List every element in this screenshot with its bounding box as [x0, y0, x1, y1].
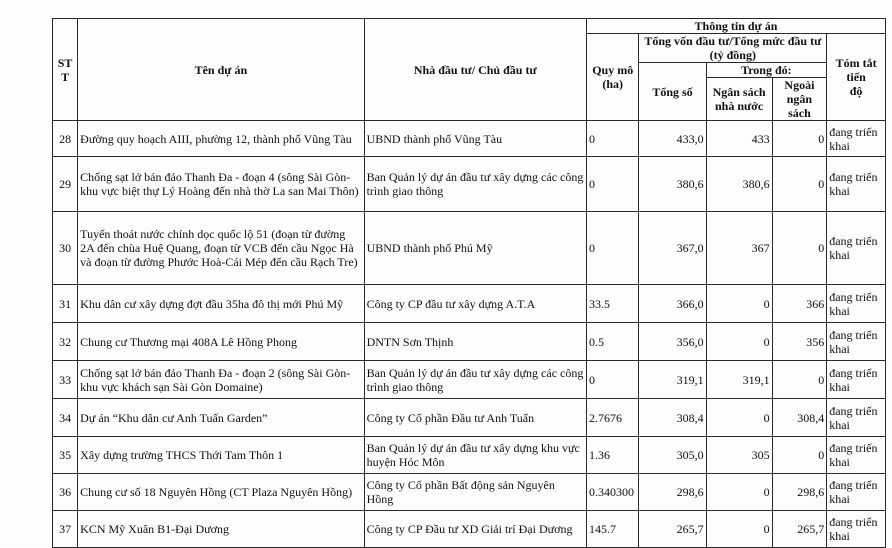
row-status: đang triển khai — [827, 511, 886, 548]
row-status: đang triển khai — [827, 361, 886, 399]
row-total: 319,1 — [639, 361, 706, 399]
row-investor: Công ty Cổ phần Đầu tư Anh Tuấn — [364, 399, 586, 437]
header-investor: Nhà đầu tư/ Chủ đầu tư — [364, 19, 586, 121]
row-total: 298,6 — [639, 474, 706, 511]
header-progress-summary: Tóm tắt tiến độ — [827, 34, 886, 121]
row-stt: 35 — [53, 437, 78, 474]
row-area: 2.7676 — [586, 399, 638, 437]
row-total: 308,4 — [639, 399, 706, 437]
row-project-name: KCN Mỹ Xuân B1-Đại Dương — [78, 511, 364, 548]
row-total: 367,0 — [639, 212, 706, 285]
row-project-name: Chung cư Thương mại 408A Lê Hồng Phong — [78, 323, 364, 361]
row-non-budget: 298,6 — [772, 474, 827, 511]
row-status: đang triển khai — [827, 285, 886, 323]
row-status: đang triển khai — [827, 399, 886, 437]
row-state-budget: 0 — [706, 285, 772, 323]
row-area: 33.5 — [586, 285, 638, 323]
row-area: 0 — [586, 121, 638, 157]
row-stt: 31 — [53, 285, 78, 323]
row-investor: Công ty CP đầu tư xây dựng A.T.A — [364, 285, 586, 323]
table-row — [53, 323, 886, 361]
row-investor: Ban Quản lý dự án đầu tư xây dựng các công trình giao thông — [364, 361, 586, 399]
table-row — [53, 121, 886, 157]
row-stt: 29 — [53, 157, 78, 212]
row-state-budget: 0 — [706, 474, 772, 511]
row-area: 0.340300 — [586, 474, 638, 511]
row-investor: DNTN Sơn Thịnh — [364, 323, 586, 361]
header-state-budget: Ngân sách nhà nước — [706, 78, 772, 121]
table-row — [53, 285, 886, 323]
table-header — [53, 19, 886, 121]
header-scale: Quy mô (ha) — [586, 34, 638, 121]
row-area: 0.5 — [586, 323, 638, 361]
table-row — [53, 399, 886, 437]
row-project-name: Tuyến thoát nước chính dọc quốc lộ 51 (đoạn từ đường 2A đến chùa Huệ Quang, đoạn từ VCB đến cầu Ngọc Hà và đoạn từ đường Phước Hoà-Cái Mép đến cầu Rạch Tre) — [78, 212, 364, 285]
row-investor: UBND thành phố Vũng Tàu — [364, 121, 586, 157]
row-status: đang triển khai — [827, 474, 886, 511]
row-project-name: Chung cư số 18 Nguyên Hồng (CT Plaza Nguyên Hồng) — [78, 474, 364, 511]
row-stt: 28 — [53, 121, 78, 157]
table-row — [53, 157, 886, 212]
row-area: 145.7 — [586, 511, 638, 548]
header-project-name: Tên dự án — [78, 19, 364, 121]
row-investor: Công ty CP Đầu tư XD Giải trí Đại Dương — [364, 511, 586, 548]
row-state-budget: 367 — [706, 212, 772, 285]
header-non-budget: Ngoài ngân sách — [772, 78, 827, 121]
row-non-budget: 0 — [772, 157, 827, 212]
row-status: đang triển khai — [827, 437, 886, 474]
header-project-info: Thông tin dự án — [586, 19, 885, 34]
row-area: 0 — [586, 361, 638, 399]
row-project-name: Dự án “Khu dân cư Anh Tuấn Garden” — [78, 399, 364, 437]
table-row — [53, 212, 886, 285]
row-non-budget: 0 — [772, 212, 827, 285]
row-state-budget: 0 — [706, 399, 772, 437]
row-total: 305,0 — [639, 437, 706, 474]
row-stt: 34 — [53, 399, 78, 437]
row-stt: 37 — [53, 511, 78, 548]
row-status: đang triển khai — [827, 121, 886, 157]
row-total: 366,0 — [639, 285, 706, 323]
row-non-budget: 265,7 — [772, 511, 827, 548]
table-row — [53, 474, 886, 511]
row-area: 1.36 — [586, 437, 638, 474]
row-investor: Ban Quản lý dự án đầu tư xây dựng khu vực huyện Hóc Môn — [364, 437, 586, 474]
table-row — [53, 511, 886, 548]
row-status: đang triển khai — [827, 212, 886, 285]
row-investor: UBND thành phố Phú Mỹ — [364, 212, 586, 285]
row-stt: 30 — [53, 212, 78, 285]
row-non-budget: 356 — [772, 323, 827, 361]
header-total: Tổng số — [639, 63, 706, 121]
header-of-which: Trong đó: — [706, 63, 827, 78]
row-status: đang triển khai — [827, 323, 886, 361]
row-total: 433,0 — [639, 121, 706, 157]
row-status: đang triển khai — [827, 157, 886, 212]
row-stt: 36 — [53, 474, 78, 511]
row-non-budget: 0 — [772, 437, 827, 474]
row-area: 0 — [586, 157, 638, 212]
row-investor: Ban Quản lý dự án đầu tư xây dựng các công trình giao thông — [364, 157, 586, 212]
row-state-budget: 380,6 — [706, 157, 772, 212]
row-state-budget: 0 — [706, 511, 772, 548]
row-project-name: Xây dựng trường THCS Thới Tam Thôn 1 — [78, 437, 364, 474]
row-non-budget: 366 — [772, 285, 827, 323]
row-project-name: Chống sạt lở bán đảo Thanh Đa - đoạn 4 (sông Sài Gòn-khu vực biệt thự Lý Hoàng đến nhà thờ La san Mai Thôn) — [78, 157, 364, 212]
row-area: 0 — [586, 212, 638, 285]
row-non-budget: 0 — [772, 121, 827, 157]
row-stt: 33 — [53, 361, 78, 399]
table-row — [53, 361, 886, 399]
row-total: 380,6 — [639, 157, 706, 212]
row-state-budget: 433 — [706, 121, 772, 157]
row-project-name: Đường quy hoạch AIII, phường 12, thành phố Vũng Tàu — [78, 121, 364, 157]
header-total-capital: Tổng vốn đầu tư/Tổng mức đầu tư (tỷ đồng) — [639, 34, 827, 63]
header-stt: ST T — [53, 19, 78, 121]
row-total: 356,0 — [639, 323, 706, 361]
row-non-budget: 0 — [772, 361, 827, 399]
projects-table — [52, 18, 886, 548]
row-state-budget: 305 — [706, 437, 772, 474]
row-state-budget: 0 — [706, 323, 772, 361]
row-state-budget: 319,1 — [706, 361, 772, 399]
table-body — [53, 121, 886, 548]
row-investor: Công ty Cổ phần Bất động sản Nguyên Hồng — [364, 474, 586, 511]
row-project-name: Khu dân cư xây dựng đợt đầu 35ha đô thị mới Phú Mỹ — [78, 285, 364, 323]
row-project-name: Chống sạt lở bán đảo Thanh Đa - đoạn 2 (sông Sài Gòn-khu vực khách sạn Sài Gòn Domaine) — [78, 361, 364, 399]
row-stt: 32 — [53, 323, 78, 361]
table-row — [53, 437, 886, 474]
row-total: 265,7 — [639, 511, 706, 548]
row-non-budget: 308,4 — [772, 399, 827, 437]
